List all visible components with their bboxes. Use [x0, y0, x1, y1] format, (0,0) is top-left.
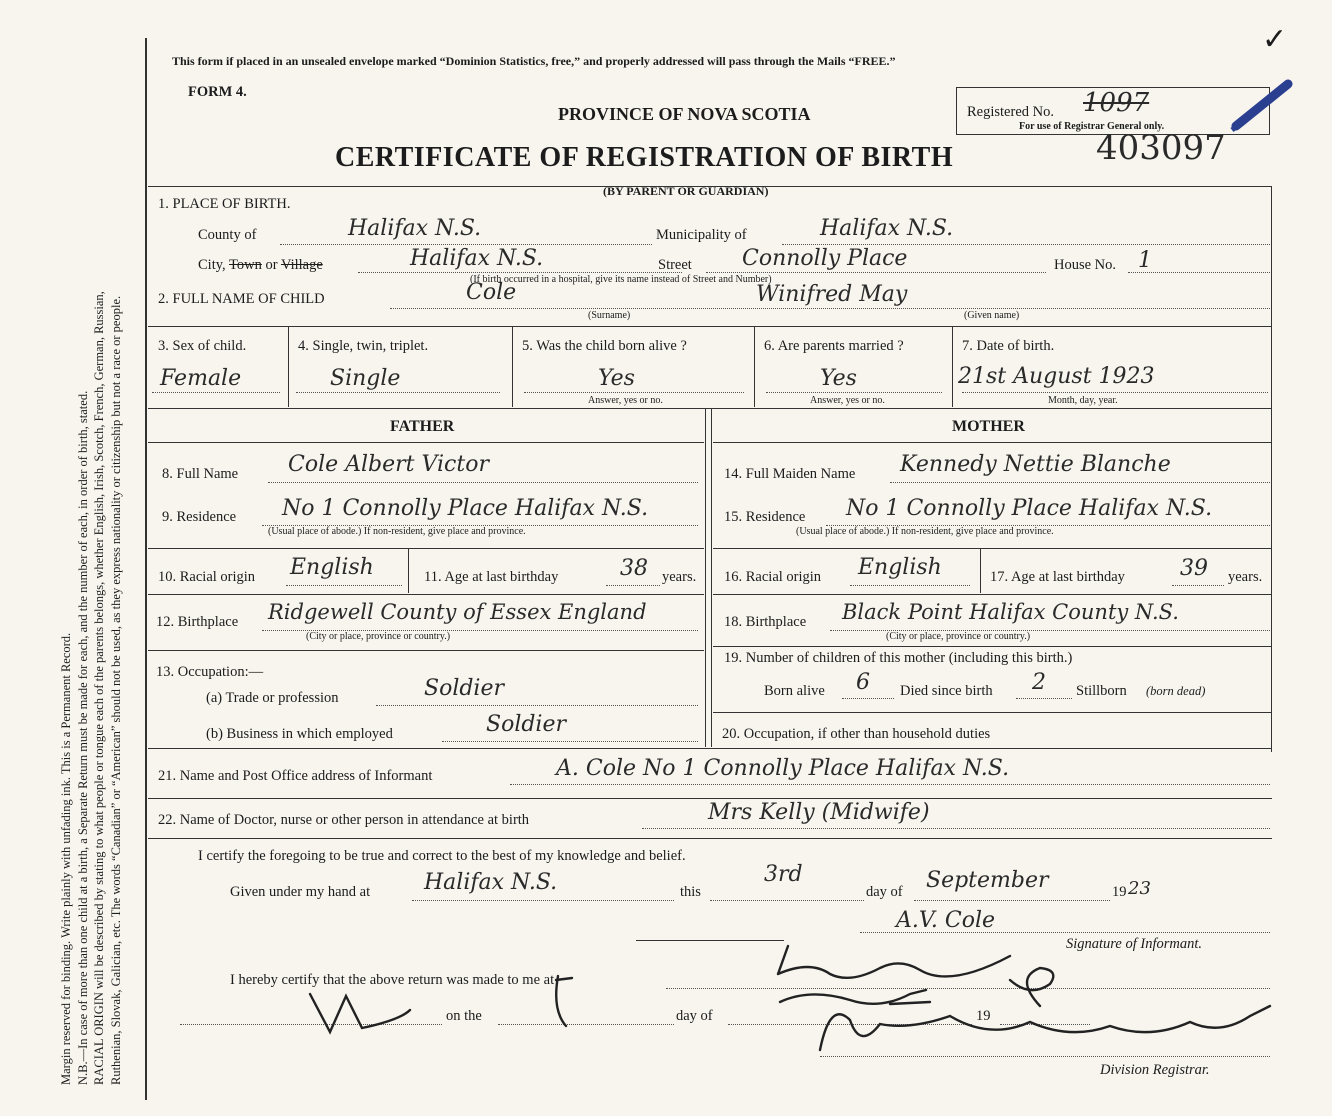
birth-date-label: 7. Date of birth. — [962, 338, 1055, 354]
mother-name-label: 14. Full Maiden Name — [724, 466, 856, 482]
father-birthplace-value: Ridgewell County of Essex England — [268, 600, 647, 624]
place-heading: 1. PLACE OF BIRTH. — [158, 196, 291, 212]
born-alive-label: 5. Was the child born alive ? — [522, 338, 687, 354]
child-surname-value: Cole — [466, 280, 517, 305]
parents-married-note: Answer, yes or no. — [810, 395, 885, 406]
village-word: Village — [280, 257, 323, 273]
stillborn-note: (born dead) — [1146, 684, 1206, 698]
given-name-label: (Given name) — [964, 310, 1020, 321]
father-age-value: 38 — [620, 556, 648, 581]
registered-value: 1097 — [1083, 88, 1150, 118]
city-word: City, — [198, 257, 226, 273]
mother-age-label: 17. Age at last birthday — [990, 569, 1125, 585]
father-residence-label: 9. Residence — [162, 509, 237, 525]
this-label: this — [680, 884, 701, 900]
county-label: County of — [198, 227, 257, 243]
city-value: Halifax N.S. — [410, 246, 544, 271]
sex-value: Female — [160, 366, 242, 391]
check-mark-icon: ✓ — [1262, 23, 1288, 56]
margin-note: Ruthenian, Slovak, Galician, etc. The words “Canadian” or “American” should not be used, as they express nationality or citizenship but not a race or people. — [108, 295, 123, 1085]
day-of-label: day of — [866, 884, 903, 900]
business-label: (b) Business in which employed — [206, 726, 393, 742]
municipality-value: Halifax N.S. — [820, 216, 954, 241]
registrar-handwriting-icon — [290, 940, 1290, 1080]
registrar-day-of-label: day of — [676, 1008, 713, 1024]
father-birthplace-label: 12. Birthplace — [156, 614, 239, 630]
informant-signature: A.V. Cole — [896, 908, 996, 933]
father-residence-note: (Usual place of abode.) If non-resident, give place and province. — [268, 526, 526, 537]
registrar-statement: I hereby certify that the above return was made to me at — [230, 972, 555, 988]
surname-label: (Surname) — [588, 310, 631, 321]
trade-label: (a) Trade or profession — [206, 690, 339, 706]
children-count-label: 19. Number of children of this mother (including this birth.) — [724, 650, 1073, 666]
parents-married-value: Yes — [820, 366, 857, 391]
informant-label: 21. Name and Post Office address of Informant — [158, 768, 433, 784]
plurality-label: 4. Single, twin, triplet. — [298, 338, 429, 354]
father-racial-value: English — [290, 555, 374, 580]
father-birthplace-note: (City or place, province or country.) — [306, 631, 451, 642]
signature-label: Signature of Informant. — [1066, 936, 1203, 952]
mother-residence-note: (Usual place of abode.) If non-resident, give place and province. — [796, 526, 1054, 537]
mother-racial-label: 16. Racial origin — [724, 569, 822, 585]
died-label: Died since birth — [900, 683, 993, 699]
mother-occupation-label: 20. Occupation, if other than household duties — [722, 726, 991, 742]
born-alive-note: Answer, yes or no. — [588, 395, 663, 406]
city-label — [198, 257, 323, 274]
margin-note: Margin reserved for binding. Write plainly with unfading ink. This is a Permanent Record. — [59, 632, 73, 1085]
birth-date-note: Month, day, year. — [1048, 395, 1118, 406]
stillborn-label: Stillborn — [1076, 683, 1127, 699]
or-word: or — [265, 257, 278, 273]
mother-racial-value: English — [858, 555, 942, 580]
form-number: FORM 4. — [188, 84, 247, 100]
street-value: Connolly Place — [742, 246, 908, 271]
stamp-number: 403097 — [1096, 128, 1226, 168]
certificate-title: CERTIFICATE OF REGISTRATION OF BIRTH — [335, 142, 954, 173]
given-place-value: Halifax N.S. — [424, 870, 558, 895]
father-heading: FATHER — [390, 418, 455, 435]
parents-married-label: 6. Are parents married ? — [764, 338, 904, 354]
birth-date-value: 21st August 1923 — [958, 364, 1155, 389]
margin-note: RACIAL ORIGIN will be described by stating to what people or tongue each of the parents belongs, whether English, Irish, Scotch, French, German, Russian, — [92, 291, 106, 1085]
town-word: Town — [229, 257, 262, 273]
month-value: September — [926, 868, 1049, 893]
mother-residence-label: 15. Residence — [724, 509, 806, 525]
father-name-value: Cole Albert Victor — [288, 452, 489, 477]
mother-birthplace-label: 18. Birthplace — [724, 614, 807, 630]
certificate-subtitle: (BY PARENT OR GUARDIAN) — [603, 184, 769, 198]
mother-age-value: 39 — [1180, 556, 1208, 581]
father-occupation-label: 13. Occupation:— — [156, 664, 264, 680]
hospital-note: (If birth occurred in a hospital, give its name instead of Street and Number) — [470, 274, 772, 285]
pen-mark-icon — [1228, 78, 1298, 138]
year-value: 23 — [1128, 878, 1151, 899]
municipality-label: Municipality of — [656, 227, 747, 243]
day-value: 3rd — [764, 862, 803, 887]
given-at-label: Given under my hand at — [230, 884, 371, 900]
mother-birthplace-value: Black Point Halifax County N.S. — [842, 600, 1179, 624]
mother-residence-value: No 1 Connolly Place Halifax N.S. — [846, 496, 1213, 521]
year-prefix: 19 — [1112, 884, 1127, 900]
born-alive-value: Yes — [598, 366, 635, 391]
died-value: 2 — [1032, 670, 1046, 695]
doctor-label: 22. Name of Doctor, nurse or other person in attendance at birth — [158, 812, 530, 828]
certify-statement: I certify the foregoing to be true and correct to the best of my knowledge and belief. — [198, 848, 686, 864]
division-registrar-label: Division Registrar. — [1100, 1062, 1210, 1078]
margin-notes — [58, 55, 124, 1085]
house-label: House No. — [1054, 257, 1117, 273]
on-the-label: on the — [446, 1008, 482, 1024]
county-value: Halifax N.S. — [348, 216, 482, 241]
mother-birthplace-note: (City or place, province or country.) — [886, 631, 1031, 642]
margin-note: N.B.—In case of more than one child at a birth, a Separate Return must be made for each, and the number of each, in order of birth, stated. — [75, 390, 90, 1085]
born-alive-count-label: Born alive — [764, 683, 825, 699]
registrar-note: For use of Registrar General only. — [1019, 121, 1165, 132]
street-label: Street — [658, 257, 692, 273]
province-heading: PROVINCE OF NOVA SCOTIA — [558, 104, 811, 124]
father-age-label: 11. Age at last birthday — [424, 569, 559, 585]
house-value: 1 — [1138, 248, 1152, 273]
informant-value: A. Cole No 1 Connolly Place Halifax N.S. — [556, 756, 1010, 781]
father-racial-label: 10. Racial origin — [158, 569, 256, 585]
divider — [148, 186, 1272, 187]
child-given-value: Winifred May — [756, 282, 908, 307]
mother-name-value: Kennedy Nettie Blanche — [900, 452, 1171, 477]
doctor-value: Mrs Kelly (Midwife) — [708, 800, 930, 825]
registered-label: Registered No. — [967, 104, 1054, 120]
sex-label: 3. Sex of child. — [158, 338, 247, 354]
father-age-unit: years. — [662, 569, 697, 585]
binding-margin-line — [145, 38, 147, 1100]
child-heading: 2. FULL NAME OF CHILD — [158, 291, 325, 307]
father-residence-value: No 1 Connolly Place Halifax N.S. — [282, 496, 649, 521]
mother-heading: MOTHER — [952, 418, 1025, 435]
mother-age-unit: years. — [1228, 569, 1263, 585]
mail-note: This form if placed in an unsealed envelope marked “Dominion Statistics, free,” and properly addressed will pass through the Mails “FREE.” — [172, 54, 896, 68]
born-alive-count-value: 6 — [856, 670, 870, 695]
registrar-year-prefix: 19 — [976, 1008, 991, 1024]
father-name-label: 8. Full Name — [162, 466, 239, 482]
plurality-value: Single — [330, 366, 401, 391]
trade-value: Soldier — [424, 676, 505, 701]
business-value: Soldier — [486, 712, 567, 737]
